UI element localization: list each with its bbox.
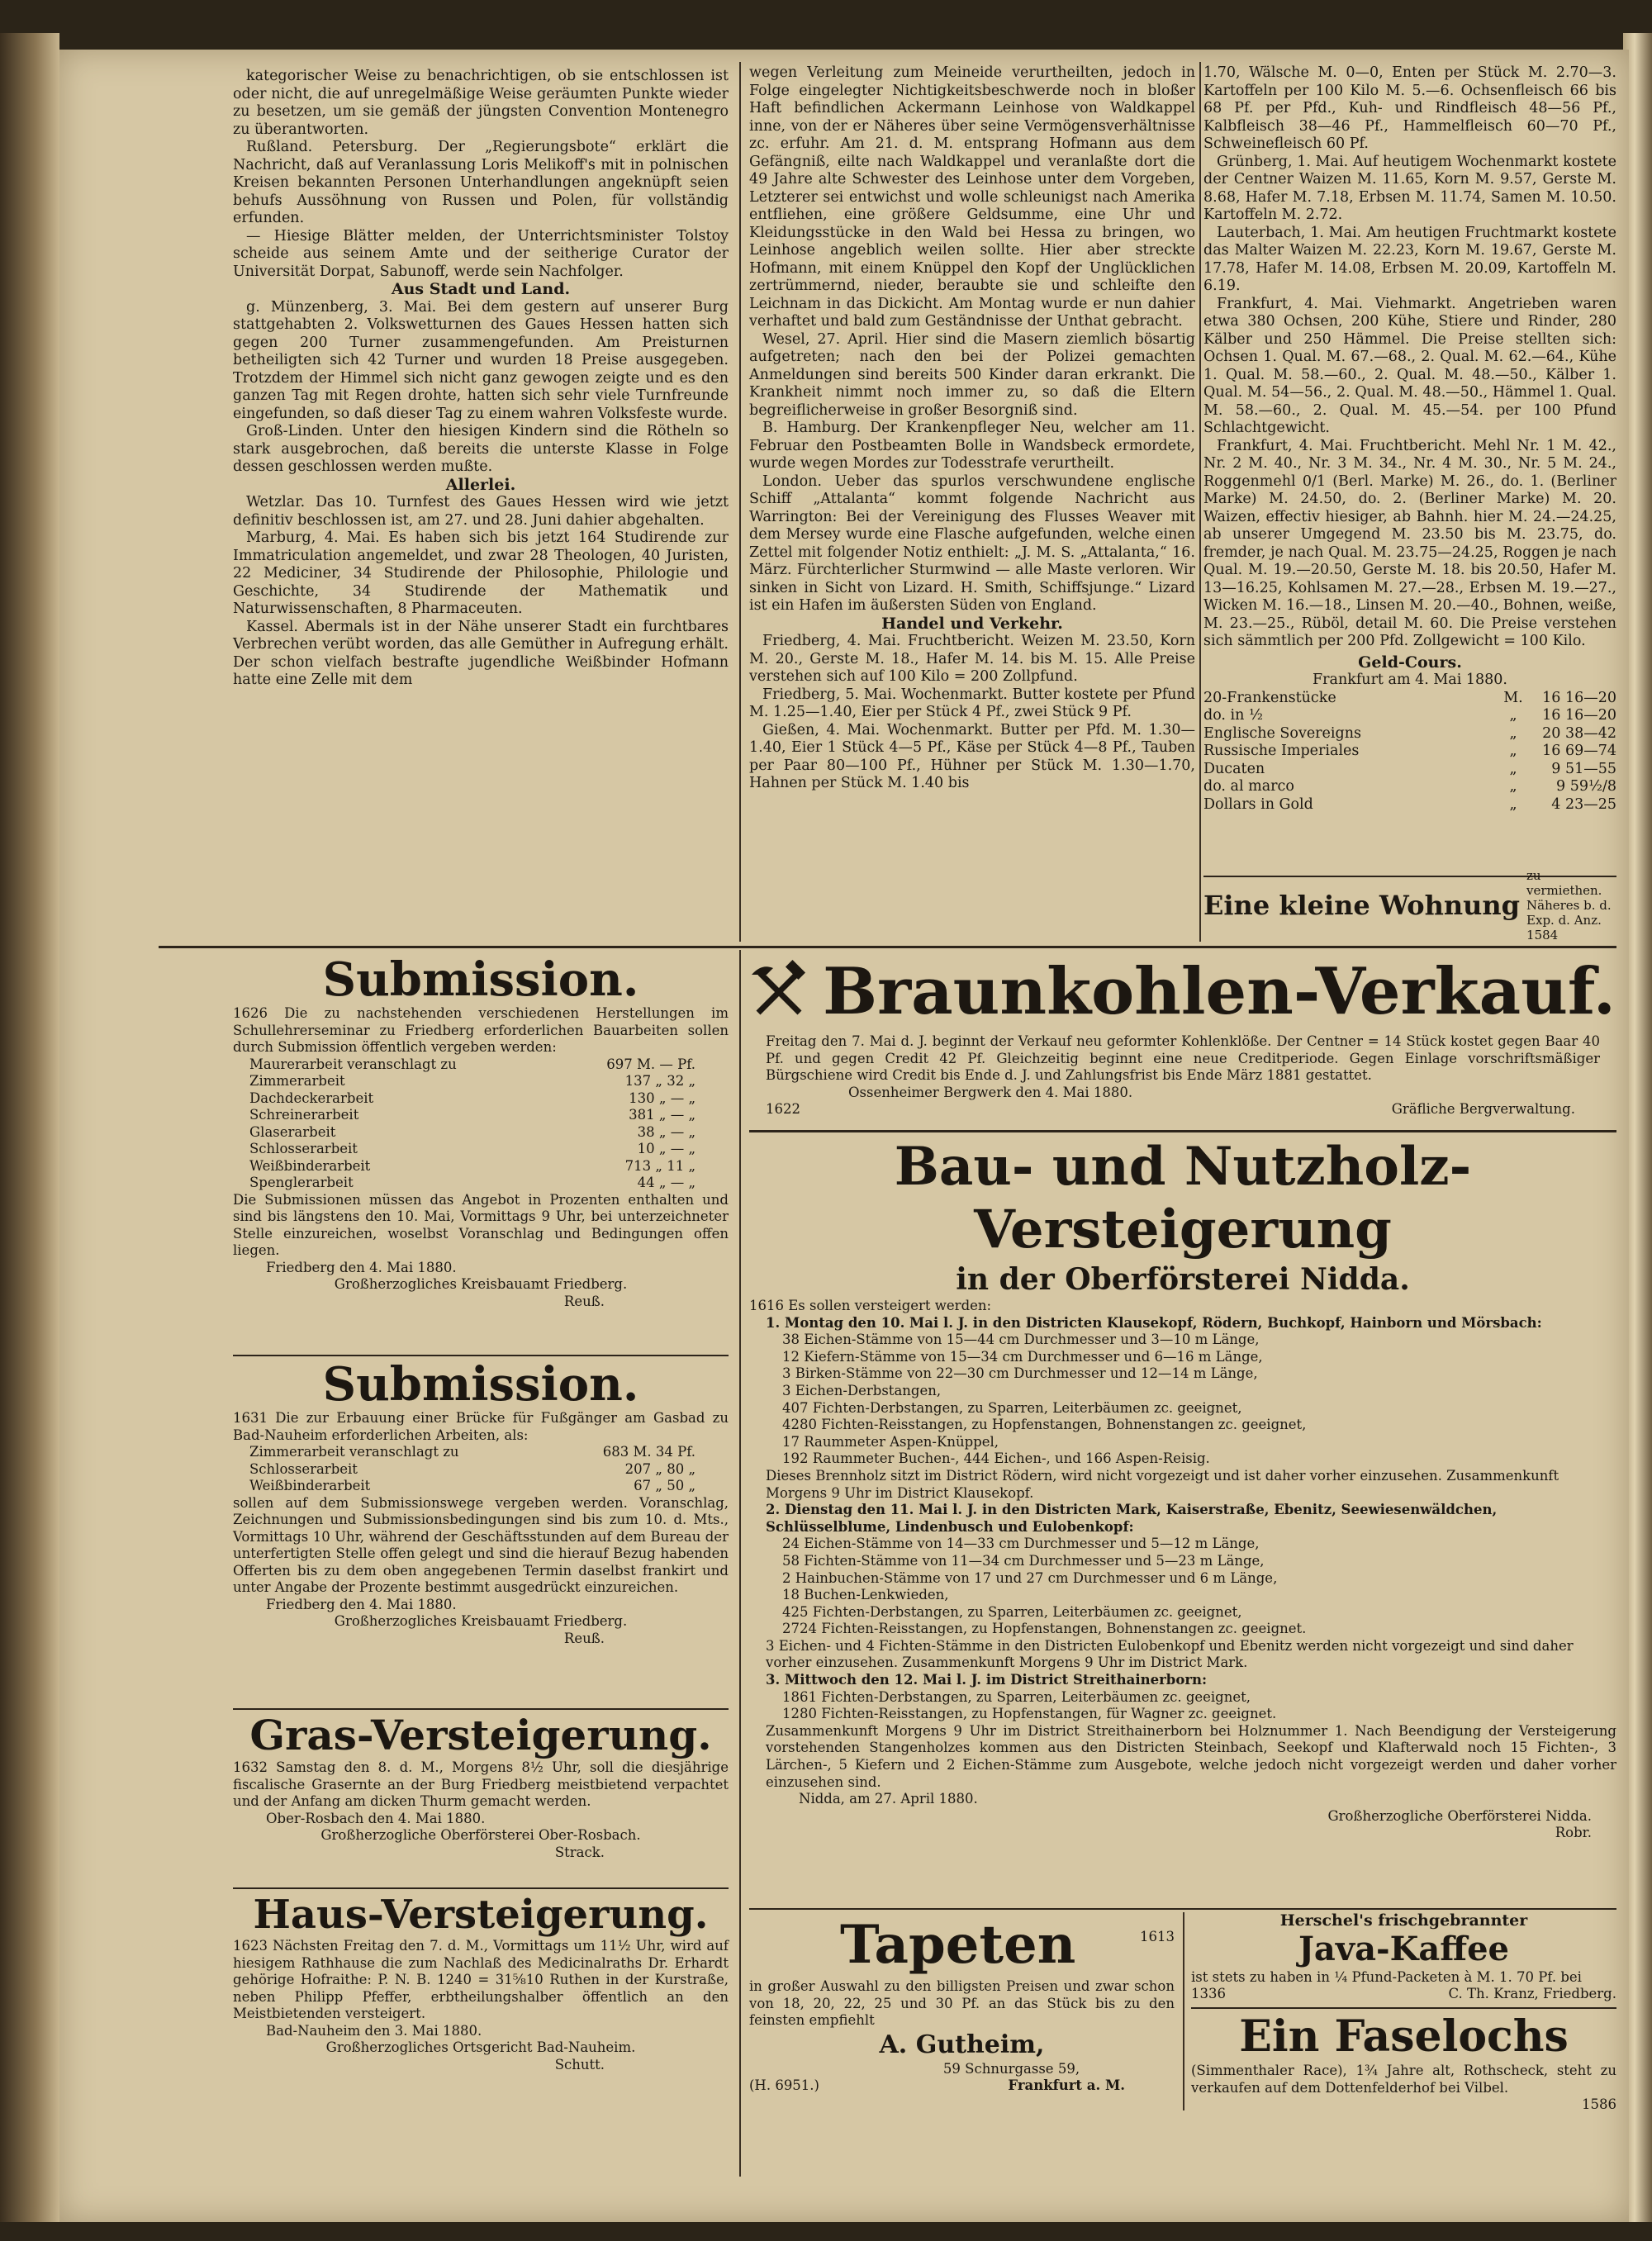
exchange-row: do. in ½ „ 16 16—20 <box>1203 707 1616 724</box>
ad-faselochs-number: 1586 <box>1582 2096 1616 2112</box>
article-london: London. Ueber das spurlos verschwundene englische Schiff „Attalanta“ kommt folgende Nachricht aus Warrington: Bei der Vereinigung des Flusses Weaver mit dem Mersey wurde eine Flasche aufgefunden, welche einen Zettel mit folgender Notiz enthielt: „J. M. S. „Attalanta,“ 16. März. Fürchterlicher Sturmwind — alle Maste verloren. Wir sinken in Sicht von Lizard. H. Smith, Schiffsjunge.“ Lizard ist ein Hafen im äußersten Süden von England. <box>749 472 1195 614</box>
news-column-1 <box>233 68 729 939</box>
section-heading-geld: Geld-Cours. <box>1358 653 1462 672</box>
market-giessen: Gießen, 4. Mai. Wochenmarkt. Butter per Pfd. M. 1.30—1.40, Eier 1 Stück 4—5 Pf., Käse per Stück 4—8 Pf., Tauben per Paar 80—100 Pf., Hühner per Stück M. 1.30—1.70, Hahnen per Stück M. 1.40 bis <box>749 721 1195 791</box>
ad-submission-2-title: Submission. <box>322 1357 639 1412</box>
article-tolstoy: — Hiesige Blätter melden, der Unterrichtsminister Tolstoy scheide aus seinem Amte und der seitherige Curator der Universität Dorpat, Sabunoff, werde sein Nachfolger. <box>233 227 729 280</box>
ad-java-text: ist stets zu haben in ¼ Pfund-Packeten à M. 1. 70 Pf. bei <box>1191 1968 1582 1985</box>
article-muenzenberg: g. Münzenberg, 3. Mai. Bei dem gestern auf unserer Burg stattgehabten 2. Volkswetturnen des Gaues Hessen hatten sich gegen 200 Turner zusammengefunden. Am Preisturnen betheiligten sich 42 Turner und wurden 18 Preise ausgegeben. Trotzdem der Himmel sich nicht ganz gewogen zeigte und es den ganzen Tag mit Regen drohte, hatten sich sehr viele Turnfreunde eingefunden, so daß dieser Tag zu einem wahren Volksfeste wurde. <box>233 298 729 422</box>
list-item: 58 Fichten-Stämme von 11—34 cm Durchmesser und 5—23 m Länge, <box>782 1552 1265 1569</box>
list-item: Weißbinderarbeit 713 „ 11 „ <box>249 1157 695 1174</box>
ad-holz-list1 <box>782 1332 1616 1468</box>
market-friedberg-wochenmarkt: Friedberg, 5. Mai. Wochenmarkt. Butter kostete per Pfund M. 1.25—1.40, Eier per Stück 4 Pf., zwei Stück 9 Pf. <box>749 686 1195 720</box>
column-divider <box>739 62 741 942</box>
ad-java-title: Java-Kaffee <box>1298 1929 1510 1968</box>
list-item: 3 Eichen-Derbstangen, <box>782 1382 942 1398</box>
ad-holz-list3 <box>782 1689 1616 1723</box>
list-item: 24 Eichen-Stämme von 14—33 cm Durchmesser und 5—12 m Länge, <box>782 1536 1260 1552</box>
ad-holz-date: Nidda, am 27. April 1880. <box>799 1791 978 1807</box>
ad-haus-name: Schutt. <box>554 2056 605 2072</box>
ad-submission-2 <box>233 1359 729 1706</box>
ad-holz-note3: Zusammenkunft Morgens 9 Uhr im District Streithainerborn bei Holznummer 1. Nach Beendigung der Versteigerung vorstehenden Stangenholzes kommen aus den Districten Steinbach, Seekopf und Klafterwald noch 15 Fichten-, 3 Lärchen-, 5 Kiefern und 2 Eichen-Stämme zum Ausgebote, welche jedoch nicht vorgezeigt werden und daher vorher einzusehen sind. <box>766 1722 1616 1790</box>
ad-rule <box>233 1355 729 1356</box>
ad-column-divider <box>739 950 741 2177</box>
ad-submission-2-date: Friedberg den 4. Mai 1880. <box>266 1596 457 1612</box>
ad-rule <box>233 1887 729 1889</box>
ad-java-kaffee <box>1191 1912 1616 2003</box>
news-column-2 <box>749 64 1195 940</box>
ad-gras <box>233 1712 729 1885</box>
ad-haus-title: Haus-Versteigerung. <box>253 1892 709 1938</box>
list-item: Weißbinderarbeit 67 „ 50 „ <box>249 1478 695 1493</box>
ad-holz-day1: 1. Montag den 10. Mai l. J. in den Districten Klausekopf, Rödern, Buchkopf, Hainborn und Mörsbach: <box>766 1314 1542 1331</box>
ad-holz-note1: Dieses Brennholz sitzt im District Rödern, wird nicht vorgezeigt und ist daher vorher einzusehen. Zusammenkunft Morgens 9 Uhr im District Klausekopf. <box>766 1467 1559 1501</box>
book-spine <box>0 33 59 2222</box>
ad-tapeten-firm: A. Gutheim, <box>879 2030 1045 2059</box>
market-lauterbach: Lauterbach, 1. Mai. Am heutigen Fruchtmarkt kostete das Malter Waizen M. 22.23, Korn M. 19.67, Gerste M. 17.78, Hafer M. 14.08, Erbsen M. 20.09, Kartoffeln M. 6.19. <box>1203 224 1616 294</box>
ad-java-seller: C. Th. Kranz, Friedberg. <box>1448 1986 1616 2001</box>
ad-java-head: Herschel's frischgebrannter <box>1279 1911 1528 1930</box>
ad-faselochs-text: (Simmenthaler Race), 1¾ Jahre alt, Rothscheck, steht zu verkaufen auf dem Dottenfelderhof bei Vilbel. <box>1191 2063 1616 2096</box>
ad-submission-2-list <box>249 1444 695 1495</box>
ad-braunkohlen-date: Ossenheimer Bergwerk den 4. Mai 1880. <box>848 1084 1133 1100</box>
ad-haus-date: Bad-Nauheim den 3. Mai 1880. <box>266 2022 482 2039</box>
market-giessen-cont: 1.70, Wälsche M. 0—0, Enten per Stück M. 2.70—3. Kartoffeln per 100 Kilo M. 5.—6. Ochsenfleisch 66 bis 68 Pf. per Pfd., Kuh- und Rindfleisch 48—56 Pf., Kalbfleisch 38—46 Pf., Hammelfleisch 60—70 Pf., Schweinefleisch 60 Pf. <box>1203 64 1616 152</box>
list-item: Maurerarbeit veranschlagt zu 697 M. — Pf. <box>249 1056 695 1072</box>
ad-braunkohlen-sign: Gräfliche Bergverwaltung. <box>1391 1101 1575 1117</box>
list-item: Dachdeckerarbeit 130 „ — „ <box>249 1090 695 1106</box>
article-kassel: Kassel. Abermals ist in der Nähe unserer Stadt ein furchtbares Verbrechen verübt worden, das alle Gemüther in Aufregung erhält. Der schon vielfach bestrafte jugendliche Weißbinder Hofmann hatte eine Zelle mit dem <box>233 618 729 688</box>
ad-submission-1-sign: Großherzogliches Kreisbauamt Friedberg. <box>334 1276 628 1292</box>
ad-tapeten-text: in großer Auswahl zu den billigsten Preisen und zwar schon von 18, 20, 22, 25 und 30 Pf. an das Stück bis zu den feinsten empfiehlt <box>749 1978 1175 2028</box>
list-item: 17 Raummeter Aspen-Knüppel, <box>782 1433 999 1450</box>
exchange-row: 20-Frankenstücke M. 16 16—20 <box>1203 689 1616 706</box>
article-grosslinden: Groß-Linden. Unter den hiesigen Kindern sind die Rötheln so stark ausgebrochen, daß bereits die unterste Klasse in Folge dessen geschlossen werden mußte. <box>233 423 729 475</box>
ad-tapeten <box>749 1912 1175 2110</box>
ad-tapeten-ref: (H. 6951.) <box>749 2077 819 2093</box>
list-item: 425 Fichten-Derbstangen, zu Sparren, Leiterbäumen zc. geeignet, <box>782 1603 1242 1620</box>
list-item: 18 Buchen-Lenkwieden, <box>782 1587 949 1603</box>
exchange-row: Russische Imperiales „ 16 69—74 <box>1203 743 1616 759</box>
ad-braunkohlen-title: Braunkohlen-Verkauf. <box>823 954 1616 1029</box>
ad-gras-text: 1632 Samstag den 8. d. M., Morgens 8½ Uhr, soll die diesjährige fiscalische Grasernte an der Burg Friedberg meistbietend verpachtet und der Anfang am dicken Thurm gemacht werden. <box>233 1759 729 1809</box>
ad-holz-day3: 3. Mittwoch den 12. Mai l. J. im District Streithainerborn: <box>766 1672 1208 1688</box>
exchange-row: Ducaten „ 9 51—55 <box>1203 760 1616 777</box>
ad-gras-title: Gras-Versteigerung. <box>249 1711 712 1759</box>
ad-haus <box>233 1892 729 2139</box>
list-item: 1280 Fichten-Reisstangen, zu Hopfenstangen, für Wagner zc. geeignet. <box>782 1706 1277 1722</box>
list-item: 38 Eichen-Stämme von 15—44 cm Durchmesser und 3—10 m Länge, <box>782 1332 1260 1348</box>
ad-holz-sign: Großherzogliche Oberförsterei Nidda. <box>1327 1807 1592 1824</box>
list-item: 407 Fichten-Derbstangen, zu Sparren, Leiterbäumen zc. geeignet, <box>782 1399 1242 1416</box>
list-item: 2 Hainbuchen-Stämme von 17 und 27 cm Durchmesser und 6 m Länge, <box>782 1569 1278 1586</box>
section-heading-stadt: Aus Stadt und Land. <box>391 280 571 298</box>
ad-submission-2-text2: sollen auf dem Submissionswege vergeben werden. Voranschlag, Zeichnungen und Submissionsbedingungen sind bis zum 10. d. Mts., Vormittags 10 Uhr, während der Geschäftsstunden auf dem Bureau der unterfertigten Stelle offen gelegt und sind die hierauf Bezug habenden Offerten bis zu dem oben angegebenen Termin daselbst frankirt und unter Angabe der Prozente bestimmt ausgedrückt einzureichen. <box>233 1494 729 1595</box>
ad-wohnung-text: zu vermiethen. Näheres b. d. Exp. d. Anz. 1584 <box>1526 868 1612 942</box>
ad-submission-2-text: 1631 Die zur Erbauung einer Brücke für Fußgänger am Gasbad zu Bad-Nauheim erforderlichen Arbeiten, als: <box>233 1410 729 1443</box>
ad-rule <box>749 1908 1616 1910</box>
ad-braunkohlen <box>749 954 1616 1128</box>
ad-java-number: 1336 <box>1191 1986 1226 2001</box>
market-gruenberg: Grünberg, 1. Mai. Auf heutigem Wochenmarkt kostete der Centner Waizen M. 11.65, Korn M. 9.57, Gerste M. 8.68, Hafer M. 7.18, Erbsen M. 11.74, Samen M. 10.50. Kartoffeln M. 2.72. <box>1203 153 1616 223</box>
ad-holz-note2: 3 Eichen- und 4 Fichten-Stämme in den Districten Eulobenkopf und Ebenitz werden nicht vorgezeigt und sind daher vorher einzusehen. Zusammenkunft Morgens 9 Uhr im District Mark. <box>766 1637 1574 1671</box>
ad-holz <box>749 1136 1616 1904</box>
list-item: 12 Kiefern-Stämme von 15—34 cm Durchmesser und 6—16 m Länge, <box>782 1348 1263 1365</box>
list-item: Schlosserarbeit 10 „ — „ <box>249 1141 695 1156</box>
market-friedberg: Friedberg, 4. Mai. Fruchtbericht. Weizen M. 23.50, Korn M. 20., Gerste M. 18., Hafer M. 14. bis M. 15. Alle Preise verstehen sich auf 100 Kilo = 200 Zollpfund. <box>749 633 1195 685</box>
newspaper-page <box>59 50 1629 2222</box>
ad-wohnung <box>1203 868 1616 942</box>
ad-holz-name: Robr. <box>1555 1825 1592 1841</box>
ad-gras-name: Strack. <box>554 1844 605 1860</box>
ad-holz-title: Bau- und Nutzholz-Versteigerung <box>894 1136 1472 1261</box>
exchange-rate-table <box>1203 690 1616 814</box>
ad-faselochs <box>1191 2011 1616 2110</box>
article-russland: Rußland. Petersburg. Der „Regierungsbote“ erklärt die Nachricht, daß auf Veranlassung Loris Melikoff's mit in polnischen Kreisen bekannten Personen Unterhandlungen angeknüpft seien behufs Aussöhnung von Russen und Polen, für vollständig erfunden. <box>233 139 729 226</box>
hammer-and-pick-icon <box>750 963 808 1021</box>
list-item: Glaserarbeit 38 „ — „ <box>249 1123 695 1140</box>
ad-haus-text: 1623 Nächsten Freitag den 7. d. M., Vormittags um 11½ Uhr, wird auf hiesigem Rathhause die zum Nachlaß des Medicinalraths Dr. Erhardt gehörige Hofraithe: P. N. B. 1240 = 31⅝10 Ruthen in der Kurstraße, neben Philipp Pfeffer, erbtheilungshalber öffentlich an den Meistbietenden versteigert. <box>233 1938 729 2021</box>
ad-haus-sign: Großherzogliches Ortsgericht Bad-Nauheim. <box>325 2039 636 2055</box>
list-item: 4280 Fichten-Reisstangen, zu Hopfenstangen, Bohnenstangen zc. geeignet, <box>782 1417 1307 1433</box>
ad-rule <box>749 1130 1616 1132</box>
list-item: 2724 Fichten-Reisstangen, zu Hopfenstangen, Bohnenstangen zc. geeignet. <box>782 1621 1307 1637</box>
section-heading-allerlei: Allerlei. <box>445 475 516 494</box>
geld-subheading: Frankfurt am 4. Mai 1880. <box>1313 672 1507 688</box>
ad-tapeten-number: 1613 <box>1140 1929 1175 1944</box>
list-item: 1861 Fichten-Derbstangen, zu Sparren, Leiterbäumen zc. geeignet, <box>782 1688 1251 1705</box>
list-item: 3 Birken-Stämme von 22—30 cm Durchmesser und 12—14 m Länge, <box>782 1365 1258 1382</box>
list-item: Zimmerarbeit 137 „ 32 „ <box>249 1073 695 1089</box>
ad-submission-1 <box>233 954 729 1351</box>
ad-tapeten-address: 59 Schnurgasse 59, <box>942 2060 1080 2077</box>
list-item: Spenglerarbeit 44 „ — „ <box>249 1175 695 1190</box>
ad-holz-list2 <box>782 1536 1616 1638</box>
ad-holz-day2: 2. Dienstag den 11. Mai l. J. in den Districten Mark, Kaiserstraße, Ebenitz, Seewiesenwäldchen, Schlüsselblume, Lindenbusch und Eulobenkopf: <box>766 1502 1498 1535</box>
exchange-row: do. al marco „ 9 59½/8 <box>1203 778 1616 795</box>
section-rule <box>159 946 1616 948</box>
list-item: 192 Raummeter Buchen-, 444 Eichen-, und 166 Aspen-Reisig. <box>782 1450 1210 1467</box>
ad-faselochs-title: Ein Faselochs <box>1239 2011 1569 2062</box>
list-item: Schlosserarbeit 207 „ 80 „ <box>249 1460 695 1477</box>
article-wesel: Wesel, 27. April. Hier sind die Masern ziemlich bösartig aufgetreten; nach den bei der Polizei gemachten Anmeldungen sind bereits 500 Kinder daran erkrankt. Die Krankheit nimmt noch immer zu, so daß die Eltern begreiflicherweise in großer Besorgniß sind. <box>749 330 1195 419</box>
ad-gras-date: Ober-Rosbach den 4. Mai 1880. <box>266 1810 486 1826</box>
news-column-3 <box>1203 64 1616 940</box>
ad-submission-1-date: Friedberg den 4. Mai 1880. <box>266 1259 457 1275</box>
article-kassel-cont: wegen Verleitung zum Meineide verurtheilten, jedoch in Folge eingelegter Nichtigkeitsbeschwerde noch in bloßer Haft befindlichen Ackermann Leinhose von Waldkappel inne, von der er Näheres über seine Vermögensverhältnisse zc. erfuhr. Am 21. d. M. entsprang Hofmann aus dem Gefängniß, eilte nach Waldkappel und veranlaßte dort die 49 Jahre alte Schwester des Leinhose unter dem Vorgeben, Letzterer sei entwichst und wolle schleunigst nach Amerika entfliehen, eine größere Geldsumme, eine Uhr und Kleidungsstücke in den Wald bei Hessa zu bringen, wo Leinhose angeblich weilen sollte. Hier aber streckte Hofmann, mit einem Knüppel den Kopf der Unglücklichen zertrümmernd, nieder, beraubte sie und schleifte den Leichnam in das Dickicht. Am Montag wurde er nun dahier verhaftet und bald zum Geständnisse der Unthat gebracht. <box>749 64 1195 330</box>
column-divider <box>1199 62 1201 942</box>
ad-rule <box>233 1708 729 1710</box>
ad-submission-1-list <box>249 1056 695 1192</box>
market-frankfurt-vieh: Frankfurt, 4. Mai. Viehmarkt. Angetrieben waren etwa 380 Ochsen, 200 Kühe, Stiere und Rinder, 280 Kälber und 250 Hämmel. Die Preise stellten sich: Ochsen 1. Qual. M. 67.—68., 2. Qual. M. 62.—64., Kühe 1. Qual. M. 58.—60., 2. Qual. M. 48.—50., Kälber 1. Qual. M. 54—56., 2. Qual. M. 48.—50., Hämmel 1. Qual. M. 58.—60., 2. Qual. M. 45.—54. per 100 Pfund Schlachtgewicht. <box>1203 295 1616 436</box>
article-hamburg: B. Hamburg. Der Krankenpfleger Neu, welcher am 11. Februar den Postbeamten Bolle in Wandsbeck ermordete, wurde wegen Mordes zur Todesstrafe verurtheilt. <box>749 420 1195 472</box>
ad-submission-1-text: 1626 Die zu nachstehenden verschiedenen Herstellungen im Schullehrerseminar zu Friedberg erforderlichen Bauarbeiten sollen durch Submission öffentlich vergeben werden: <box>233 1005 729 1055</box>
ad-submission-2-name: Reuß. <box>563 1630 605 1646</box>
ad-tapeten-city: Frankfurt a. M. <box>1008 2077 1125 2093</box>
ad-holz-subtitle: in der Oberförsterei Nidda. <box>956 1262 1410 1297</box>
ad-braunkohlen-number: 1622 <box>766 1101 800 1117</box>
ad-gras-sign: Großherzogliche Oberförsterei Ober-Rosbach. <box>320 1827 641 1843</box>
list-item: Schreinerarbeit 381 „ — „ <box>249 1107 695 1123</box>
ad-holz-intro: 1616 Es sollen versteigert werden: <box>749 1298 992 1313</box>
ad-braunkohlen-text: Freitag den 7. Mai d. J. beginnt der Verkauf neu geformter Kohlenklöße. Der Centner = 14 Stück kostet gegen Baar 40 Pf. und gegen Credit 42 Pf. Gleichzeitig beginnt eine neue Creditperiode. Gegen Einlage vorschriftsmäßiger Bürgschiene wird Credit bis Ende d. J. und Zahlungsfrist bis Ende März 1881 gestattet. <box>766 1033 1600 1083</box>
ad-rule <box>1191 2007 1616 2009</box>
ad-wohnung-title: Eine kleine Wohnung <box>1203 889 1521 921</box>
ad-submission-1-name: Reuß. <box>563 1293 605 1309</box>
exchange-row: Englische Sovereigns „ 20 38—42 <box>1203 724 1616 742</box>
article-marburg: Marburg, 4. Mai. Es haben sich bis jetzt 164 Studirende zur Immatriculation angemeldet, und zwar 28 Theologen, 40 Juristen, 22 Mediciner, 34 Studirende der Philosophie, Philologie und Geschichte, 34 Studirende der Mathematik und Naturwissenschaften, 8 Pharmaceuten. <box>233 529 729 617</box>
ad-submission-1-title: Submission. <box>322 952 639 1007</box>
ad-tapeten-title: Tapeten <box>840 1914 1076 1976</box>
article-wetzlar: Wetzlar. Das 10. Turnfest des Gaues Hessen wird wie jetzt definitiv beschlossen ist, am 27. und 28. Juni dahier abgehalten. <box>233 494 729 529</box>
exchange-row: Dollars in Gold „ 4 23—25 <box>1203 795 1616 813</box>
list-item: Zimmerarbeit veranschlagt zu 683 M. 34 Pf. <box>249 1444 695 1460</box>
ad-divider <box>1183 1912 1184 2110</box>
ad-submission-2-sign: Großherzogliches Kreisbauamt Friedberg. <box>334 1613 628 1629</box>
section-heading-handel: Handel und Verkehr. <box>881 614 1063 633</box>
article-intro: kategorischer Weise zu benachrichtigen, ob sie entschlossen ist oder nicht, die auf unregelmäßige Weise geräumten Punkte wieder zu besetzen, um sie gemäß der jüngsten Convention Montenegro zu überantworten. <box>233 68 729 138</box>
market-frankfurt-frucht: Frankfurt, 4. Mai. Fruchtbericht. Mehl Nr. 1 M. 42., Nr. 2 M. 40., Nr. 3 M. 34., Nr. 4 M. 30., Nr. 5 M. 24., Roggenmehl 0/1 (Berl. Marke) M. 26., do. 1. (Berliner Marke) M. 24.50, do. 2. (Berliner Marke) M. 20. Waizen, effectiv hiesiger, ab Bahnh. hier M. 24.—24.25, ab unserer Umgegend M. 23.50 bis M. 23.75, do. fremder, je nach Qual. M. 23.75—24.25, Roggen je nach Qual. M. 19.—20.50, Gerste M. 18. bis 20.50, Hafer M. 13—16.25, Kohlsamen M. 27.—28., Erbsen M. 19.—27., Wicken M. 16.—18., Linsen M. 20.—40., Bohnen, weiße, M. 23.—25., Rüböl, detail M. 60. Die Preise verstehen sich sämmtlich per 200 Pfd. Zollgewicht = 100 Kilo. <box>1203 437 1616 649</box>
ad-submission-1-text2: Die Submissionen müssen das Angebot in Prozenten enthalten und sind bis längstens den 10. Mai, Vormittags 9 Uhr, bei unterzeichneter Stelle einzureichen, woselbst Voranschlag und Bedingungen offen liegen. <box>233 1191 729 1258</box>
